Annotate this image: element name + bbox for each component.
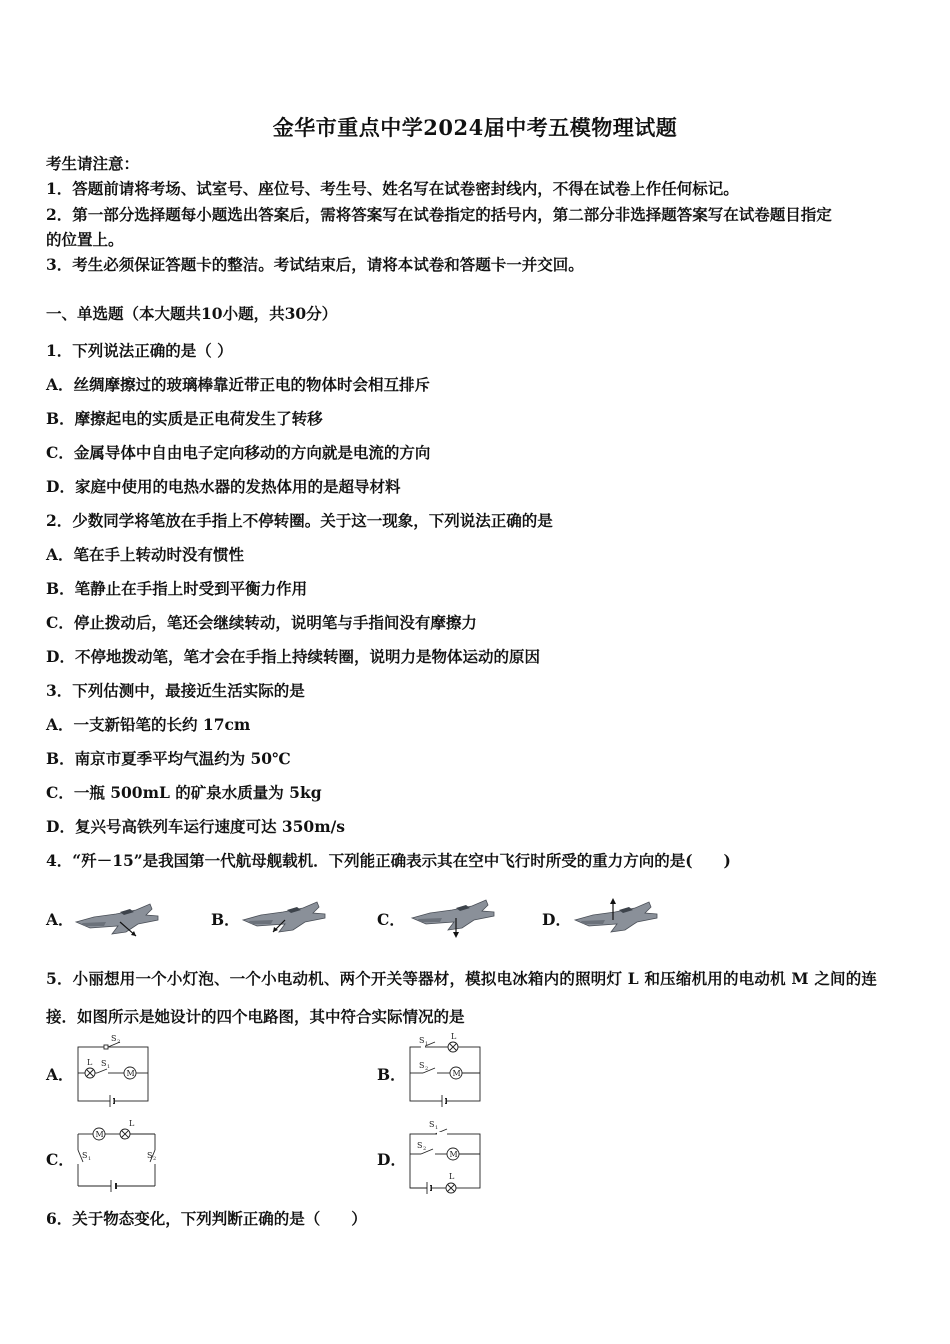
svg-text:L: L [449, 1172, 455, 1181]
q5-option-c-label: C． [46, 1150, 74, 1169]
q3-stem: 3．下列估测中，最接近生活实际的是 [46, 681, 305, 700]
q4-option-c-label: C． [377, 910, 405, 929]
q1-stem: 1．下列说法正确的是（ ） [46, 341, 233, 360]
svg-text:M: M [95, 1130, 104, 1139]
q5-circuit-b-diagram [407, 1032, 487, 1107]
q3-option-c: C．一瓶 500mL 的矿泉水质量为 5kg [46, 783, 322, 802]
q3-option-d: D．复兴号高铁列车运行速度可达 350m/s [46, 817, 345, 836]
svg-text:M: M [452, 1069, 461, 1078]
q4-option-b-label: B． [211, 910, 240, 929]
q2-option-a: A．笔在手上转动时没有惯性 [46, 545, 245, 564]
q5-circuit-c-diagram [75, 1120, 161, 1192]
svg-text:L: L [129, 1119, 135, 1128]
q1-option-a: A．丝绸摩擦过的玻璃棒靠近带正电的物体时会相互排斥 [46, 375, 431, 394]
q5-stem-line2: 接．如图所示是她设计的四个电路图，其中符合实际情况的是 [46, 1007, 465, 1026]
svg-text:1: 1 [88, 1156, 92, 1162]
svg-text:1: 1 [435, 1125, 439, 1131]
svg-text:S: S [111, 1034, 117, 1043]
svg-text:S: S [419, 1061, 425, 1070]
notice-item-1: 1．答题前请将考场、试室号、座位号、考生号、姓名写在试卷密封线内，不得在试卷上作任何标记。 [46, 179, 739, 198]
svg-text:S: S [429, 1120, 435, 1129]
q4-option-a-jet-icon [76, 900, 166, 940]
q5-circuit-d-diagram [407, 1118, 487, 1192]
q2-option-b: B．笔静止在手指上时受到平衡力作用 [46, 579, 308, 598]
q1-option-d: D．家庭中使用的电热水器的发热体用的是超导材料 [46, 477, 401, 496]
exam-title: 金华市重点中学2024届中考五模物理试题 [272, 115, 678, 140]
svg-text:2: 2 [153, 1156, 157, 1162]
q4-option-b-jet-icon [243, 898, 333, 938]
svg-text:M: M [449, 1150, 458, 1159]
svg-text:1: 1 [107, 1064, 111, 1070]
q4-option-c-jet-icon [412, 896, 502, 940]
q4-stem: 4．“歼－15”是我国第一代航母舰载机．下列能正确表示其在空中飞行时所受的重力方向的是( ) [46, 851, 731, 870]
svg-text:S: S [101, 1059, 107, 1068]
q6-stem: 6．关于物态变化，下列判断正确的是（ ） [46, 1209, 367, 1228]
q1-option-b: B．摩擦起电的实质是正电荷发生了转移 [46, 409, 323, 428]
svg-text:1: 1 [425, 1041, 429, 1047]
q5-option-d-label: D． [377, 1150, 406, 1169]
q2-option-d: D．不停地拨动笔，笔才会在手指上持续转圈，说明力是物体运动的原因 [46, 647, 540, 666]
svg-text:S: S [419, 1036, 425, 1045]
svg-text:S: S [82, 1151, 88, 1160]
q4-option-a-label: A． [46, 910, 74, 929]
q5-stem-line1: 5．小丽想用一个小灯泡、一个小电动机、两个开关等器材，模拟电冰箱内的照明灯 L 和压缩机用的电动机 M 之间的连 [46, 969, 878, 988]
q4-option-d-label: D． [542, 910, 571, 929]
svg-text:L: L [87, 1058, 93, 1067]
q1-option-c: C．金属导体中自由电子定向移动的方向就是电流的方向 [46, 443, 431, 462]
q3-option-b: B．南京市夏季平均气温约为 50℃ [46, 749, 291, 768]
q5-option-a-label: A． [46, 1065, 74, 1084]
section-heading: 一、单选题（本大题共10小题，共30分） [46, 304, 338, 323]
q5-option-b-label: B． [377, 1065, 406, 1084]
svg-text:2: 2 [423, 1146, 427, 1152]
svg-text:S: S [147, 1151, 153, 1160]
svg-text:S: S [417, 1141, 423, 1150]
svg-text:L: L [451, 1032, 457, 1041]
q5-circuit-a-diagram [75, 1035, 155, 1107]
q2-stem: 2．少数同学将笔放在手指上不停转圈。关于这一现象，下列说法正确的是 [46, 511, 553, 530]
notice-heading: 考生请注意： [46, 154, 140, 173]
notice-item-2: 2．第一部分选择题每小题选出答案后，需将答案写在试卷指定的括号内，第二部分非选择题答案写在试卷题目指定 [46, 205, 832, 224]
notice-item-3: 3．考生必须保证答题卡的整洁。考试结束后，请将本试卷和答题卡一并交回。 [46, 255, 584, 274]
svg-text:2: 2 [117, 1039, 121, 1045]
svg-text:M: M [126, 1069, 135, 1078]
q2-option-c: C．停止拨动后，笔还会继续转动，说明笔与手指间没有摩擦力 [46, 613, 477, 632]
q3-option-a: A．一支新铅笔的长约 17cm [46, 715, 251, 734]
notice-item-2-cont: 的位置上。 [46, 230, 124, 249]
svg-text:2: 2 [425, 1066, 429, 1072]
q4-option-d-jet-icon [575, 898, 665, 942]
